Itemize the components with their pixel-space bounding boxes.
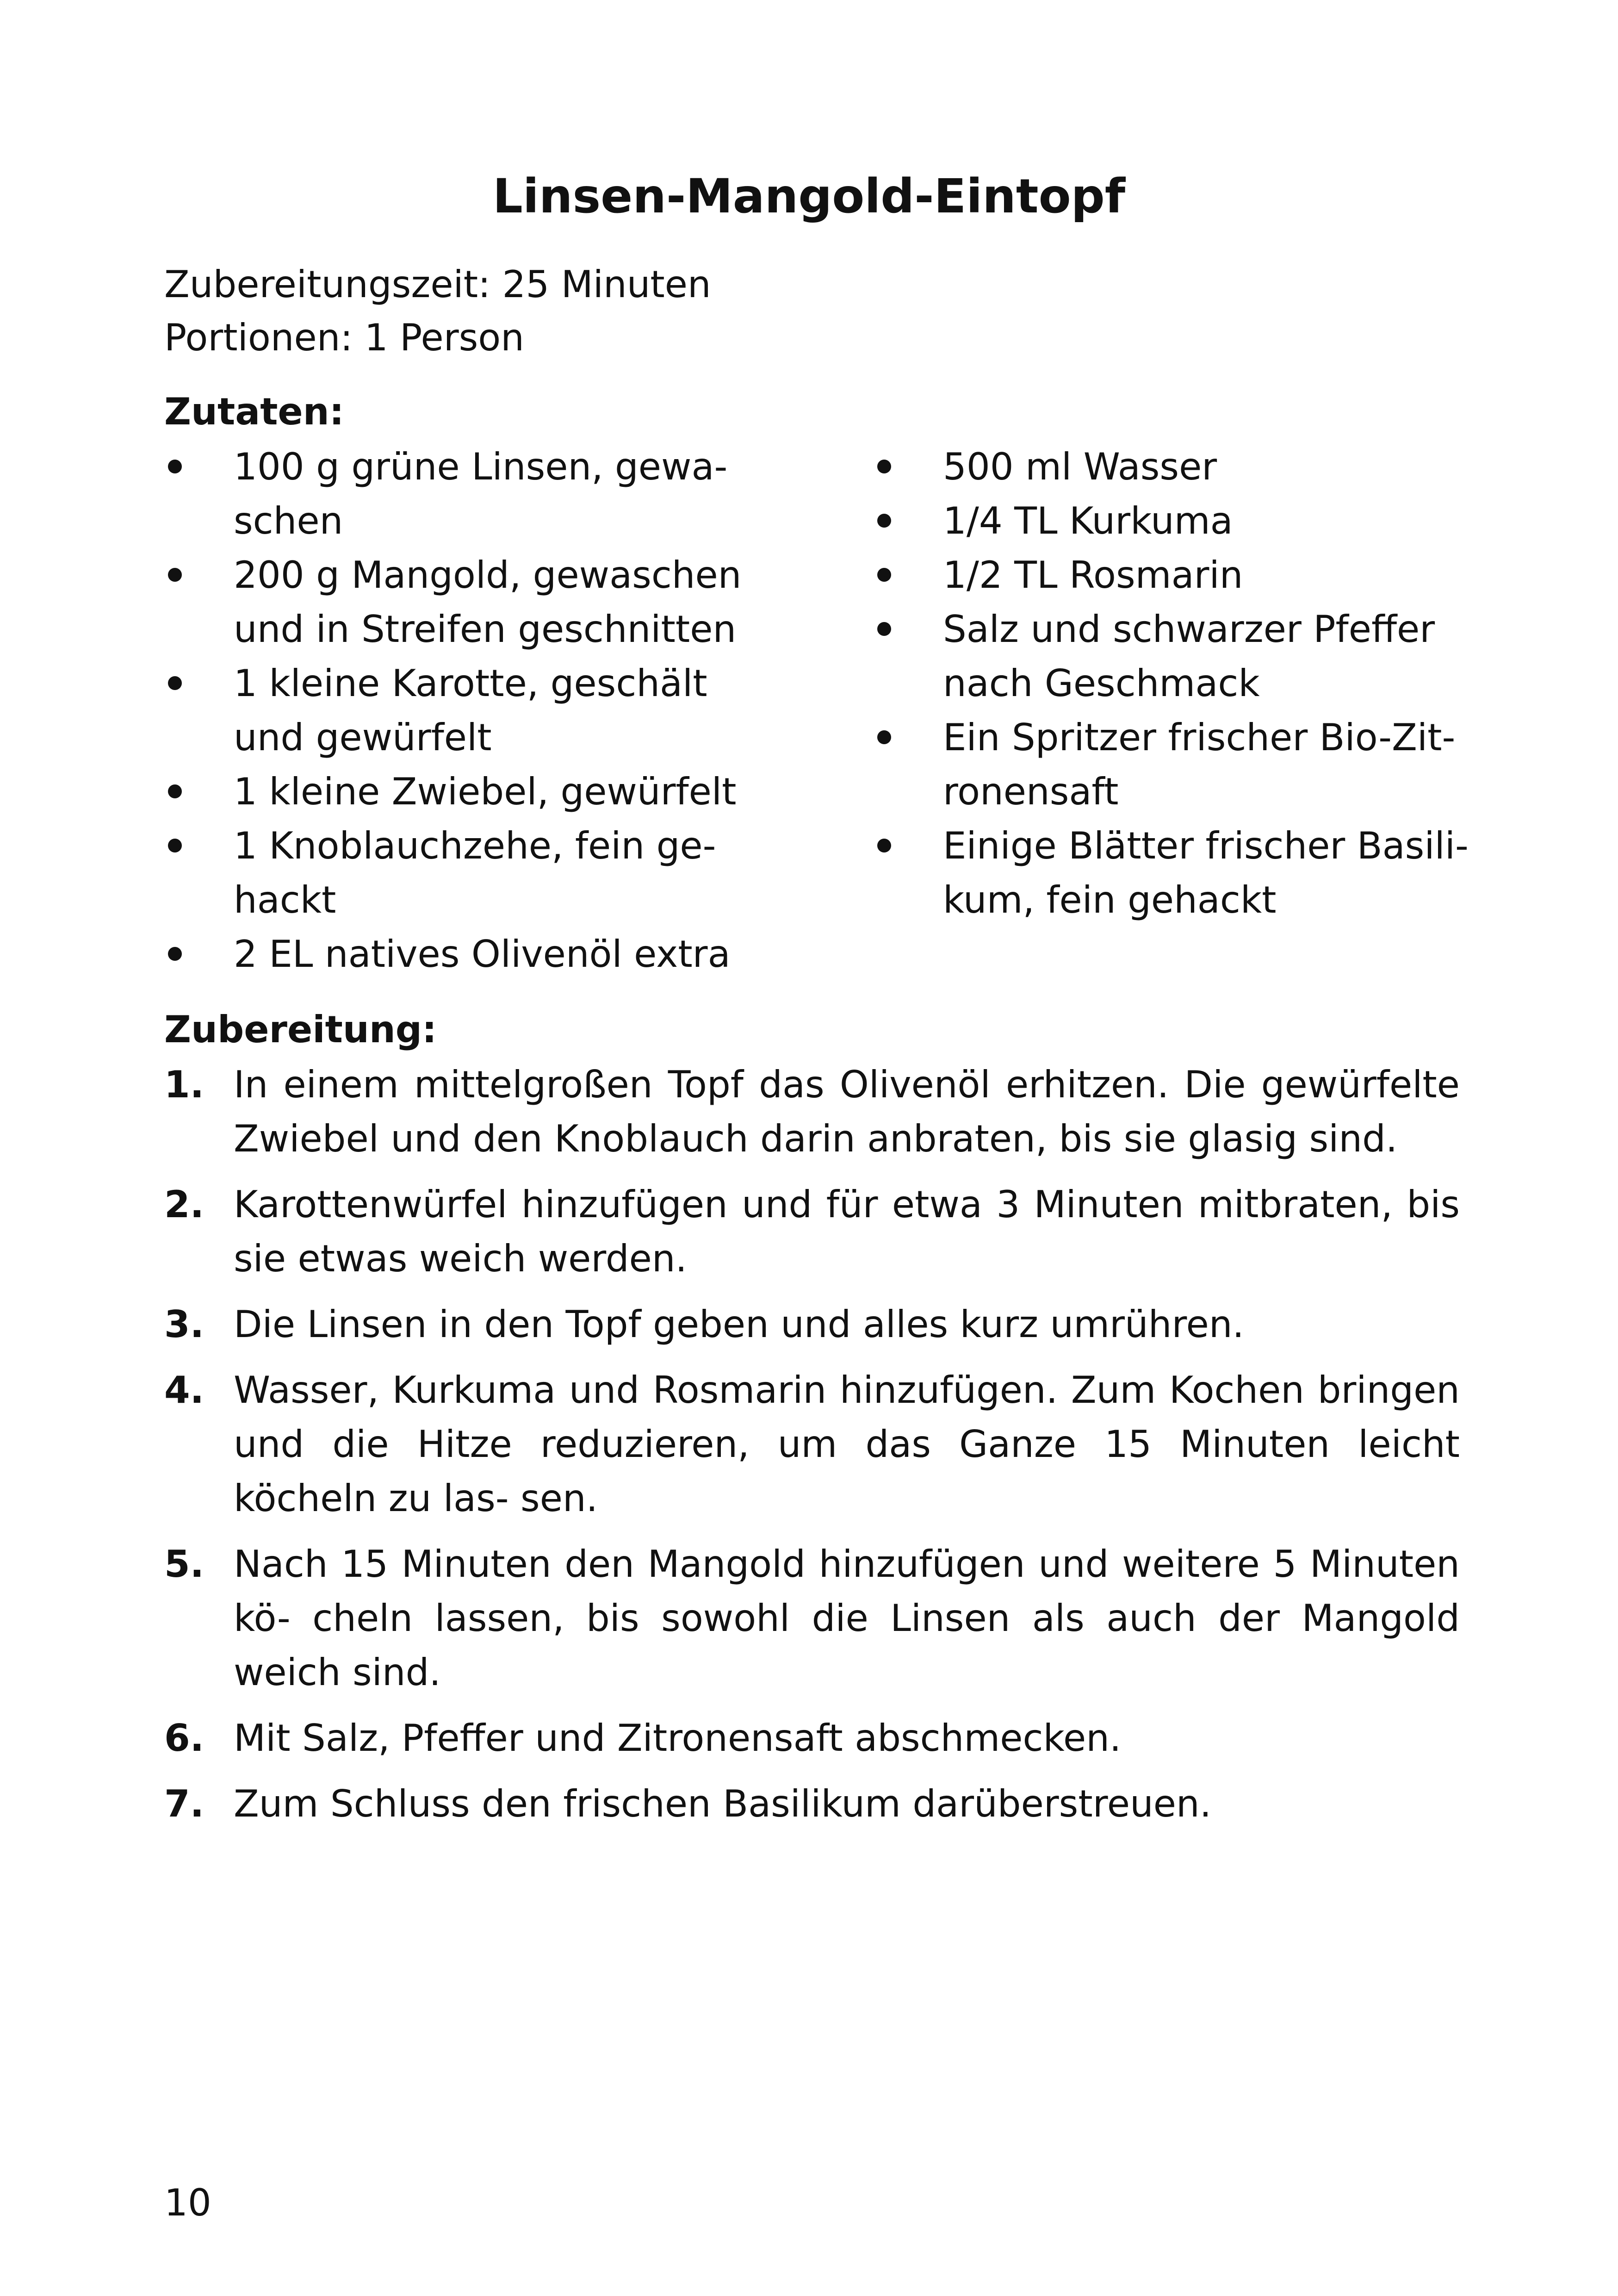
ingredient-text: 100 g grüne Linsen, gewa- schen: [234, 445, 728, 542]
ingredient-text: 1 Knoblauchzehe, fein ge- hackt: [234, 824, 716, 921]
step-number: 2.: [164, 1183, 205, 1226]
step-number: 3.: [164, 1303, 205, 1346]
ingredient-item: [874, 602, 1475, 710]
prep-time: Zubereitungszeit: 25 Minuten: [164, 263, 711, 306]
step-item: [164, 1177, 1460, 1286]
recipe-title: Linsen-Mangold-Eintopf: [492, 169, 1126, 224]
page-number: 10: [164, 2181, 211, 2224]
step-item: [164, 1777, 1460, 1831]
step-text: Nach 15 Minuten den Mangold hinzufügen und weitere 5 Minuten kö- cheln lassen, bis sowohl die Linsen als auch der Mangold weich sind.: [234, 1543, 1460, 1694]
step-number: 7.: [164, 1782, 205, 1825]
step-text: Karottenwürfel hinzufügen und für etwa 3 Minuten mitbraten, bis sie etwas weich werden.: [234, 1183, 1460, 1280]
step-item: [164, 1058, 1460, 1166]
ingredients-list-left: [164, 440, 743, 981]
ingredient-text: Salz und schwarzer Pfeffer nach Geschmack: [943, 608, 1435, 705]
ingredient-item: [874, 548, 1475, 602]
step-number: 4.: [164, 1369, 205, 1412]
preparation-heading: Zubereitung:: [164, 1008, 437, 1051]
ingredient-text: 1/2 TL Rosmarin: [943, 554, 1243, 597]
ingredient-item: [874, 710, 1475, 819]
ingredient-item: [874, 494, 1475, 548]
step-text: Die Linsen in den Topf geben und alles kurz umrühren.: [234, 1303, 1244, 1346]
ingredient-item: [164, 548, 743, 656]
step-text: In einem mittelgroßen Topf das Olivenöl erhitzen. Die gewürfelte Zwiebel und den Knoblauch darin anbraten, bis sie glasig sind.: [234, 1063, 1460, 1160]
step-number: 1.: [164, 1063, 205, 1106]
ingredient-item: [164, 819, 743, 927]
ingredient-text: 1/4 TL Kurkuma: [943, 499, 1233, 542]
step-text: Wasser, Kurkuma und Rosmarin hinzufügen. Zum Kochen bringen und die Hitze reduzieren, um das Ganze 15 Minuten leicht köcheln zu las- sen.: [234, 1369, 1460, 1520]
step-number: 6.: [164, 1717, 205, 1760]
ingredient-text: Ein Spritzer frischer Bio-Zit- ronensaft: [943, 716, 1456, 813]
step-text: Zum Schluss den frischen Basilikum darüberstreuen.: [234, 1782, 1212, 1825]
ingredient-text: 500 ml Wasser: [943, 445, 1217, 488]
ingredient-item: [164, 927, 743, 981]
step-number: 5.: [164, 1543, 205, 1586]
servings: Portionen: 1 Person: [164, 316, 524, 359]
ingredients-heading: Zutaten:: [164, 390, 344, 433]
step-item: [164, 1537, 1460, 1699]
ingredient-item: [164, 765, 743, 819]
preparation-steps: [164, 1058, 1460, 1842]
ingredient-item: [874, 819, 1475, 927]
ingredients-list-right: [874, 440, 1475, 927]
ingredient-text: 1 kleine Karotte, geschält und gewürfelt: [234, 662, 707, 759]
step-text: Mit Salz, Pfeffer und Zitronensaft abschmecken.: [234, 1717, 1122, 1760]
ingredient-item: [874, 440, 1475, 494]
ingredient-text: 2 EL natives Olivenöl extra: [234, 933, 731, 976]
ingredient-text: 1 kleine Zwiebel, gewürfelt: [234, 770, 737, 813]
step-item: [164, 1363, 1460, 1525]
ingredient-text: 200 g Mangold, gewaschen und in Streifen geschnitten: [234, 554, 742, 651]
step-item: [164, 1711, 1460, 1765]
ingredient-item: [164, 656, 743, 765]
ingredient-item: [164, 440, 743, 548]
step-item: [164, 1297, 1460, 1351]
ingredient-text: Einige Blätter frischer Basili- kum, fein gehackt: [943, 824, 1469, 921]
